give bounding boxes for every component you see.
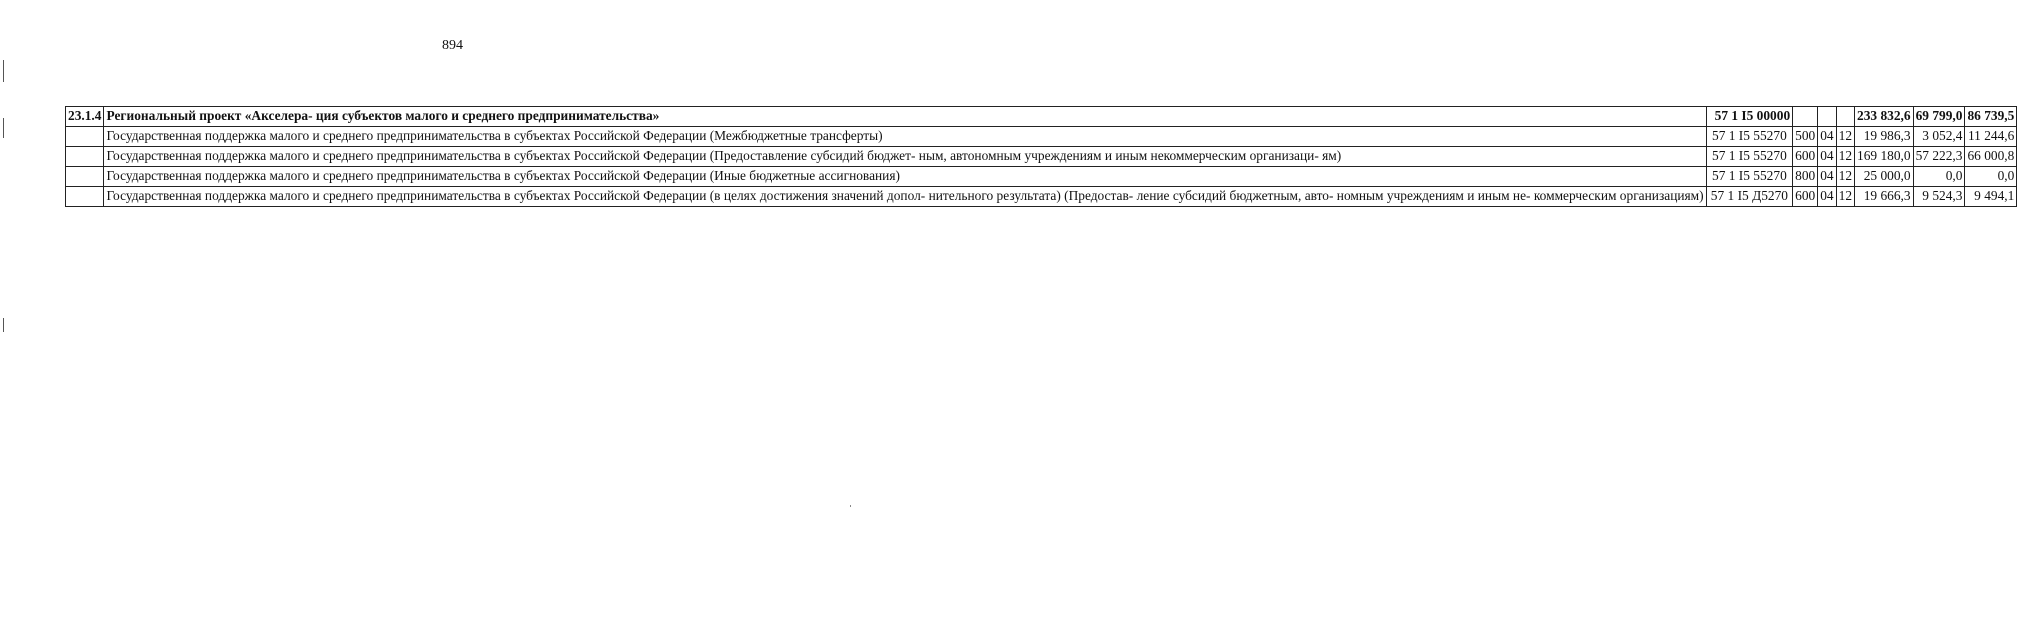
scan-speck — [850, 505, 851, 507]
row-section: 04 — [1818, 167, 1836, 187]
row-expense-type: 600 — [1793, 147, 1818, 167]
table-row — [66, 147, 2017, 167]
row-amount-year-3: 66 000,8 — [1965, 147, 2017, 167]
row-amount-year-3: 0,0 — [1965, 167, 2017, 187]
row-code — [66, 147, 104, 167]
table-row — [66, 187, 2017, 207]
row-amount-year-3: 86 739,5 — [1965, 107, 2017, 127]
row-amount-year-1: 169 180,0 — [1855, 147, 1914, 167]
row-name: Государственная поддержка малого и среднего предпринимательства в субъектах Российской Федерации (Предоставление субсидий бюджет- ным, автономным учреждениям и иным некоммерческим организаци- ям) — [104, 147, 1706, 167]
row-subsection: 12 — [1836, 127, 1854, 147]
row-amount-year-1: 25 000,0 — [1855, 167, 1914, 187]
row-section: 04 — [1818, 127, 1836, 147]
row-amount-year-2: 9 524,3 — [1913, 187, 1965, 207]
table-row — [66, 167, 2017, 187]
row-code — [66, 167, 104, 187]
row-amount-year-2: 3 052,4 — [1913, 127, 1965, 147]
row-subsection: 12 — [1836, 187, 1854, 207]
table-body — [66, 107, 2017, 207]
row-target-article: 57 1 I5 55270 — [1706, 127, 1793, 147]
row-target-article: 57 1 I5 55270 — [1706, 167, 1793, 187]
row-amount-year-3: 9 494,1 — [1965, 187, 2017, 207]
row-section — [1818, 107, 1836, 127]
row-amount-year-3: 11 244,6 — [1965, 127, 2017, 147]
row-amount-year-2: 57 222,3 — [1913, 147, 1965, 167]
row-code: 23.1.4 — [66, 107, 104, 127]
row-subsection: 12 — [1836, 147, 1854, 167]
row-target-article: 57 1 I5 55270 — [1706, 147, 1793, 167]
row-amount-year-2: 0,0 — [1913, 167, 1965, 187]
row-target-article: 57 1 I5 00000 — [1706, 107, 1793, 127]
row-name: Региональный проект «Акселера- ция субъектов малого и среднего предпринимательства» — [104, 107, 1706, 127]
row-section: 04 — [1818, 147, 1836, 167]
row-subsection: 12 — [1836, 167, 1854, 187]
row-code — [66, 187, 104, 207]
row-amount-year-1: 19 666,3 — [1855, 187, 1914, 207]
scan-edge-mark — [3, 118, 4, 138]
budget-table — [65, 106, 2017, 207]
row-code — [66, 127, 104, 147]
page-number: 894 — [442, 38, 463, 53]
row-amount-year-1: 233 832,6 — [1855, 107, 1914, 127]
scan-edge-mark — [3, 318, 4, 332]
row-target-article: 57 1 I5 Д5270 — [1706, 187, 1793, 207]
row-subsection — [1836, 107, 1854, 127]
row-expense-type — [1793, 107, 1818, 127]
row-amount-year-1: 19 986,3 — [1855, 127, 1914, 147]
row-section: 04 — [1818, 187, 1836, 207]
scan-edge-mark — [3, 60, 4, 82]
row-expense-type: 600 — [1793, 187, 1818, 207]
row-expense-type: 500 — [1793, 127, 1818, 147]
row-name: Государственная поддержка малого и среднего предпринимательства в субъектах Российской Федерации (Межбюджетные трансферты) — [104, 127, 1706, 147]
table-row — [66, 107, 2017, 127]
row-name: Государственная поддержка малого и среднего предпринимательства в субъектах Российской Федерации (Иные бюджетные ассигнования) — [104, 167, 1706, 187]
row-amount-year-2: 69 799,0 — [1913, 107, 1965, 127]
row-expense-type: 800 — [1793, 167, 1818, 187]
table-row — [66, 127, 2017, 147]
row-name: Государственная поддержка малого и среднего предпринимательства в субъектах Российской Федерации (в целях достижения значений допол- нительного результата) (Предостав- ление субсидий бюджетным, авто- номным учреждениям и иным не- коммерческим организациям) — [104, 187, 1706, 207]
